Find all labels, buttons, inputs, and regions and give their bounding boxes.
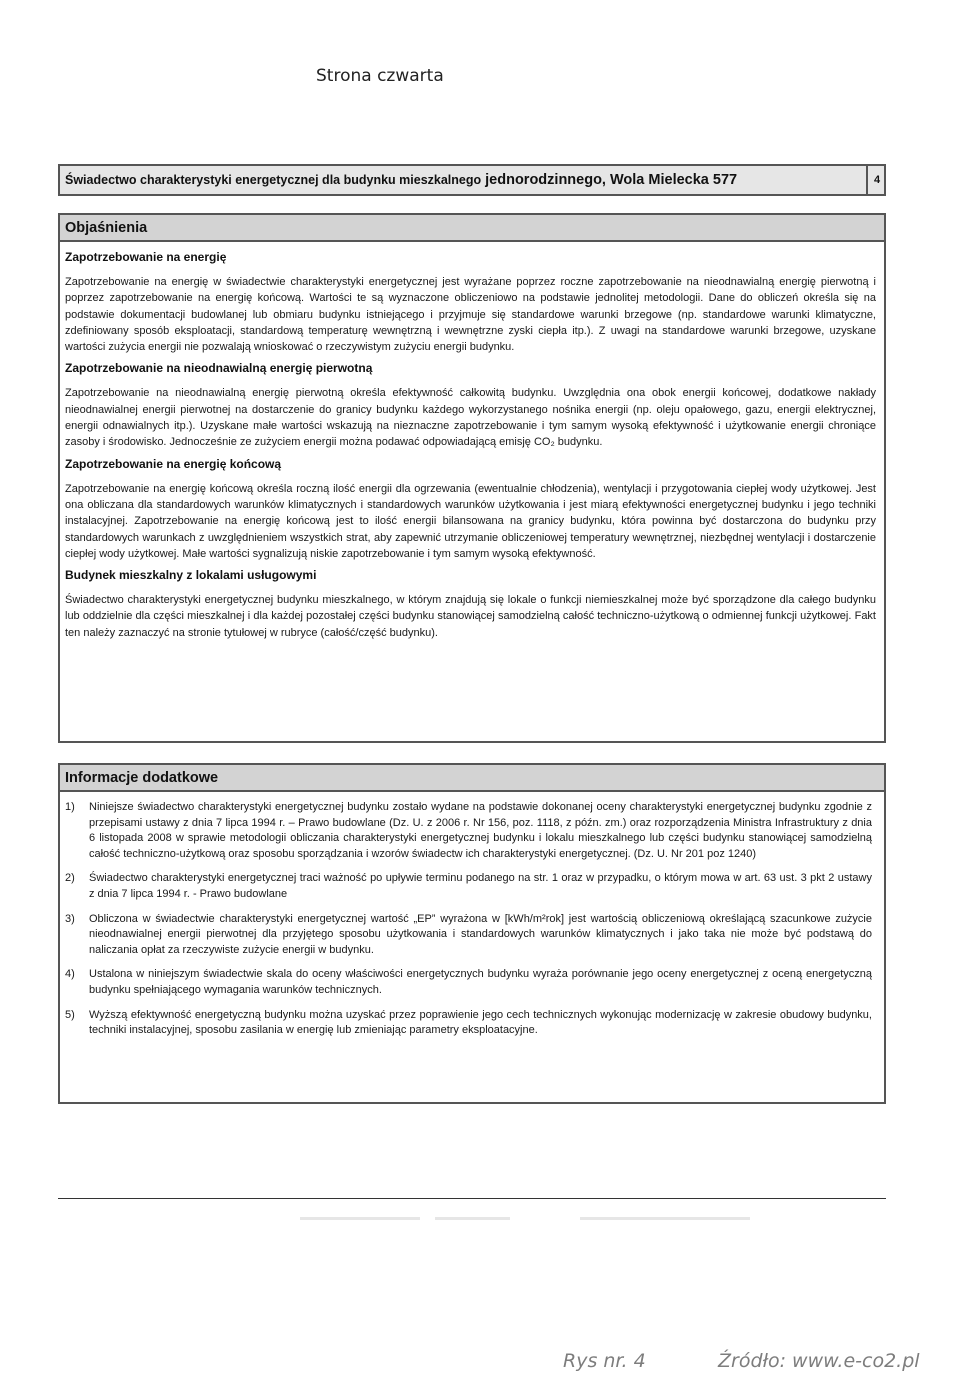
explanations-header: Objaśnienia (60, 215, 884, 242)
list-item-text: Ustalona w niniejszym świadectwie skala do oceny właściwości energetycznych budynku wyraża porównanie jego oceny energetycznej z oceną energetyczną budynku spełniającego wymagania warunków technicznych. (89, 968, 872, 996)
page-heading: Strona czwarta (316, 66, 444, 86)
figure-caption: Rys nr. 4 (563, 1350, 646, 1372)
faded-footer-text (435, 1217, 510, 1220)
section-text: Zapotrzebowanie na energię końcową określa roczną ilość energii dla ogrzewania (ewentualnie chłodzenia), wentylacji i przygotowania ciepłej wody użytkowej. Jest ona obliczana dla standardowych warunków klimatycznych i standardowych warunków użytkowania i jest miarą efektywności energetycznej budynku i jego techniki instalacyjnej. Zapotrzebowanie na energię końcową jest to ilość energii bilansowana na granicy budynku, która powinna być dostarczona do budynku przy standardowych warunkach z uwzględnieniem wszystkich strat, aby zapewnić utrzymanie obliczeniowej temperatury wewnętrznej, niezbędnej wentylacji i dostarczenie ciepłej wody użytkowej. Małe wartości sygnalizują niskie zapotrzebowanie i tym samym wysoką efektywność. (65, 482, 876, 560)
section-text: Świadectwo charakterystyki energetycznej budynku mieszkalnego, w którym znajdują się lokale o funkcji niemieszkalnej może być sporządzone dla całego budynku lub oddzielnie dla części mieszkalnej i dla każdej pozostałej części budynku stanowiącej samodzielną całość techniczno-użytkową o odmiennej funkcji użytkowej. Fakt ten należy zaznaczyć na stronie tytułowej w rubryce (całość/część budynku). (65, 594, 876, 639)
list-item-number: 1) (65, 801, 75, 813)
list-item (65, 871, 872, 902)
list-item (65, 967, 872, 998)
certificate-title: Świadectwo charakterystyki energetycznej dla budynku mieszkalnego (65, 173, 482, 187)
faded-footer-text (300, 1217, 420, 1220)
section-text: Zapotrzebowanie na nieodnawialną energię pierwotną określa efektywność całkowitą budynku. Uwzględnia ona obok energii końcowej, dodatkowe nakłady nieodnawialnej energii pierwotnej na dostarczenie do granicy budynku każdego wykorzystanego nośnika energii (np. oleju opałowego, gazu, energii elektrycznej, energii odnawialnych itp.). Uzyskane małe wartości wskazują na nieznaczne zapotrzebowanie i tym samym wysoką efektywność i użytkowanie energii chroniące zasoby i środowisko. Jednocześnie ze zużyciem energii można podawać odpowiadającą emisję CO₂ budynku. (65, 387, 876, 449)
explanations-box (58, 213, 886, 743)
list-item-number: 4) (65, 968, 75, 981)
section-text: Zapotrzebowanie na energię w świadectwie charakterystyki energetycznej jest wyrażane poprzez roczne zapotrzebowanie na nieodnawialną energię pierwotną i poprzez zapotrzebowanie na energię końcową. Wartości te są wyznaczone obliczeniowo na podstawie jednolitej metodologii. Dane do obliczeń określa się na podstawie dokumentacji budowlanej lub obmiaru budynku istniejącego i przyjmuje się standardowe warunki brzegowe (np. standardowe warunki klimatyczne, zdefiniowany sposób eksploatacji, standardową temperaturę wewnętrzną i wewnętrzne zyski ciepła itp.). Z uwagi na standardowe warunki brzegowe, uzyskane wartości zużycia energii nie pozwalają wnioskować o rzeczywistym zużyciu energii budynku. (65, 276, 876, 354)
list-item-number: 5) (65, 1008, 75, 1021)
list-item (65, 800, 872, 862)
section-title: Zapotrzebowanie na energię końcową (65, 456, 282, 471)
additional-info-header: Informacje dodatkowe (60, 765, 884, 792)
list-item-text: Wyższą efektywność energetyczną budynku można uzyskać przez poprawienie jego cech technicznych wykonując modernizację w zakresie obudowy budynku, techniki instalacyjnej, sposobu zasilania w energię lub zmieniając parametry eksploatacyjne. (89, 1008, 872, 1037)
explanations-body (60, 242, 884, 641)
list-item-text: Świadectwo charakterystyki energetycznej traci ważność po upływie terminu podanego na str. 1 oraz w przypadku, o którym mowa w art. 63 ust. 3 pkt 2 ustawy z dnia 7 lipca 1994 r. - Prawo budowlane (89, 872, 872, 900)
page-number: 4 (866, 164, 886, 196)
source-caption: Źródło: www.e-co2.pl (718, 1350, 920, 1372)
list-item-number: 2) (65, 872, 75, 885)
list-item-text: Obliczona w świadectwie charakterystyki energetycznej wartość „EP” wyrażona w [kWh/m²rok] jest wartością obliczeniową określającą szacunkowe zużycie nieodnawialnej energii pierwotnej dla przyjętego sposobu użytkowania i standardowych warunków klimatycznych i jako taka nie może być podstawą do naliczania opłat za rzeczywiste zużycie energii w budynku. (89, 912, 872, 956)
section-title: Zapotrzebowanie na nieodnawialną energię pierwotną (65, 361, 373, 376)
faded-footer-text (580, 1217, 750, 1220)
certificate-building: jednorodzinnego, Wola Mielecka 577 (485, 172, 738, 188)
section-title: Budynek mieszkalny z lokalami usługowymi (65, 568, 317, 583)
additional-info-box (58, 763, 886, 1104)
list-item (65, 912, 872, 959)
section-title: Zapotrzebowanie na energię (65, 250, 227, 264)
list-item-number: 3) (65, 912, 75, 925)
footer-divider (58, 1198, 886, 1199)
list-item (65, 1008, 872, 1039)
additional-info-list (60, 792, 884, 1039)
list-item-text: Niniejsze świadectwo charakterystyki energetycznej budynku zostało wydane na podstawie dokonanej oceny charakterystyki energetycznej budynku zgodnie z przepisami ustawy z dnia 7 lipca 1994 r. – Prawo budowlane (Dz. U. z 2006 r. Nr 156, poz. 1118, z późn. zm.) oraz rozporządzenia Ministra Infrastruktury z dnia 6 listopada 2008 w sprawie metodologii obliczania charakterystyki energetycznej budynku i lokalu mieszkalnego lub części budynku stanowiącej samodzielną całość techniczno-użytkową oraz sposobu sporządzania i wzorów świadectw ich charakterystyki energetycznej. (Dz. U. Nr 201 poz 1240) (89, 801, 872, 860)
certificate-title-bar (58, 164, 886, 196)
